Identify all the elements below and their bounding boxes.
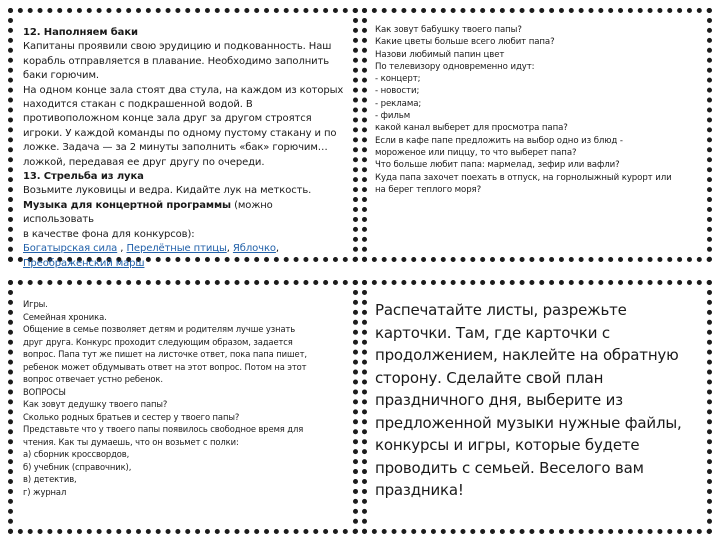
text-line: Игры. bbox=[23, 299, 48, 309]
text-line: ложкой, передавая ее друг другу по очереди. bbox=[23, 156, 265, 168]
question-line: - новости; bbox=[375, 86, 420, 97]
heading-fill-tanks: 12. Наполняем баки bbox=[23, 27, 138, 38]
instruction-line: конкурсы и игры, которые будете bbox=[375, 436, 640, 454]
card-dad-questions bbox=[362, 8, 712, 262]
text-line: вопрос. Папа тут же пишет на листочке ответ, пока папа пишет, bbox=[23, 349, 307, 359]
question-line: Назови любимый папин цвет bbox=[375, 49, 505, 60]
music-links-continued bbox=[23, 257, 345, 271]
text-line: Сколько родных братьев и сестер у твоего папы? bbox=[23, 411, 240, 422]
question-line: - концерт; bbox=[375, 74, 421, 85]
link-separator: , bbox=[117, 243, 127, 255]
heading-archery: 13. Стрельба из лука bbox=[23, 171, 144, 183]
question-line: Что больше любит папа: мармелад, зефир или вафли? bbox=[375, 160, 620, 171]
text-line: Как зовут дедушку твоего папы? bbox=[23, 399, 168, 409]
question-line: - реклама; bbox=[375, 98, 422, 109]
link-preobrazhensky-march[interactable]: Преображенский марш bbox=[23, 257, 145, 269]
instruction-line: праздничного дня, выберите из bbox=[375, 391, 623, 409]
text-line: в) детектив, bbox=[23, 474, 77, 484]
text-line: находится стакан с подкрашенной водой. В bbox=[23, 99, 253, 111]
link-pereletnye-ptitsy[interactable]: Перелётные птицы bbox=[126, 243, 227, 255]
question-line: мороженое или пиццу, то что выберет папа? bbox=[375, 147, 577, 158]
text-line: в качестве фона для конкурсов): bbox=[23, 228, 195, 240]
text-line: баки горючим. bbox=[23, 70, 99, 82]
card-contests bbox=[8, 8, 358, 269]
instruction-line: карточки. Там, где карточки с bbox=[375, 323, 610, 342]
text-line: ложке. Задача — за 2 минуты заполнить «бак» горючим… bbox=[23, 142, 328, 154]
card-family-chronicle bbox=[8, 280, 358, 534]
text-line: вопрос отвечает устно ребенок. bbox=[23, 374, 163, 384]
music-links bbox=[23, 242, 345, 256]
question-line: Как зовут бабушку твоего папы? bbox=[375, 25, 522, 35]
instruction-line: проводить с семьей. Веселого вам bbox=[375, 458, 644, 477]
text-line: корабль отправляется в плавание. Необходимо заполнить bbox=[23, 55, 330, 67]
instruction-line: Распечатайте листы, разрежьте bbox=[375, 301, 627, 319]
question-line: на берег теплого моря? bbox=[375, 184, 482, 195]
instruction-line: сторону. Сделайте свой план bbox=[375, 368, 604, 387]
text-line: г) журнал bbox=[23, 486, 67, 497]
question-line: Если в кафе папе предложить на выбор одно из блюд - bbox=[375, 135, 623, 146]
text-line: противоположном конце зала друг за другом строятся bbox=[23, 113, 312, 125]
text-line: игроки. У каждой команды по одному пустому стакану и по bbox=[23, 127, 337, 139]
text-line: а) сборник кроссвордов, bbox=[23, 449, 130, 459]
text-line: Капитаны проявили свою эрудицию и подкованность. Наш bbox=[23, 41, 332, 53]
link-bogatyrskaya-sila[interactable]: Богатырская сила bbox=[23, 243, 118, 255]
link-separator: , bbox=[226, 243, 233, 255]
instruction-line: праздника! bbox=[375, 481, 464, 499]
text-line: чтения. Как ты думаешь, что он возьмет с полки: bbox=[23, 436, 239, 447]
question-line: Какие цветы больше всего любит папа? bbox=[375, 37, 555, 48]
instruction-line: продолжением, наклейте на обратную bbox=[375, 346, 679, 364]
music-line bbox=[23, 199, 345, 228]
text-line: б) учебник (справочник), bbox=[23, 461, 132, 472]
music-note: (можно использовать bbox=[23, 199, 273, 226]
text-line: Возьмите луковицы и ведра. Кидайте лук на меткость. bbox=[23, 185, 312, 197]
text-line: ребенок может обдумывать ответ на этот вопрос. Потом на этот bbox=[23, 361, 307, 372]
link-separator: , bbox=[275, 243, 280, 255]
link-yablochko[interactable]: Яблочко bbox=[232, 243, 276, 255]
music-heading: Музыка для концертной программы bbox=[23, 199, 231, 211]
text-line: друг друга. Конкурс проходит следующим образом, задается bbox=[23, 336, 293, 347]
question-line: По телевизору одновременно идут: bbox=[375, 61, 535, 72]
question-line: Куда папа захочет поехать в отпуск, на горнолыжный курорт или bbox=[375, 172, 672, 183]
question-line: - фильм bbox=[375, 111, 411, 122]
text-line: Общение в семье позволяет детям и родителям лучше узнать bbox=[23, 324, 296, 334]
card-instructions bbox=[362, 280, 712, 534]
text-line: ВОПРОСЫ bbox=[23, 386, 66, 397]
instruction-line: предложенной музыки нужные файлы, bbox=[375, 413, 682, 432]
question-line: какой канал выберет для просмотра папа? bbox=[375, 123, 568, 134]
text-line: Представьте что у твоего папы появилось свободное время для bbox=[23, 424, 304, 434]
text-line: Семейная хроника. bbox=[23, 311, 107, 322]
text-line: На одном конце зала стоят два стула, на каждом из которых bbox=[23, 84, 344, 96]
